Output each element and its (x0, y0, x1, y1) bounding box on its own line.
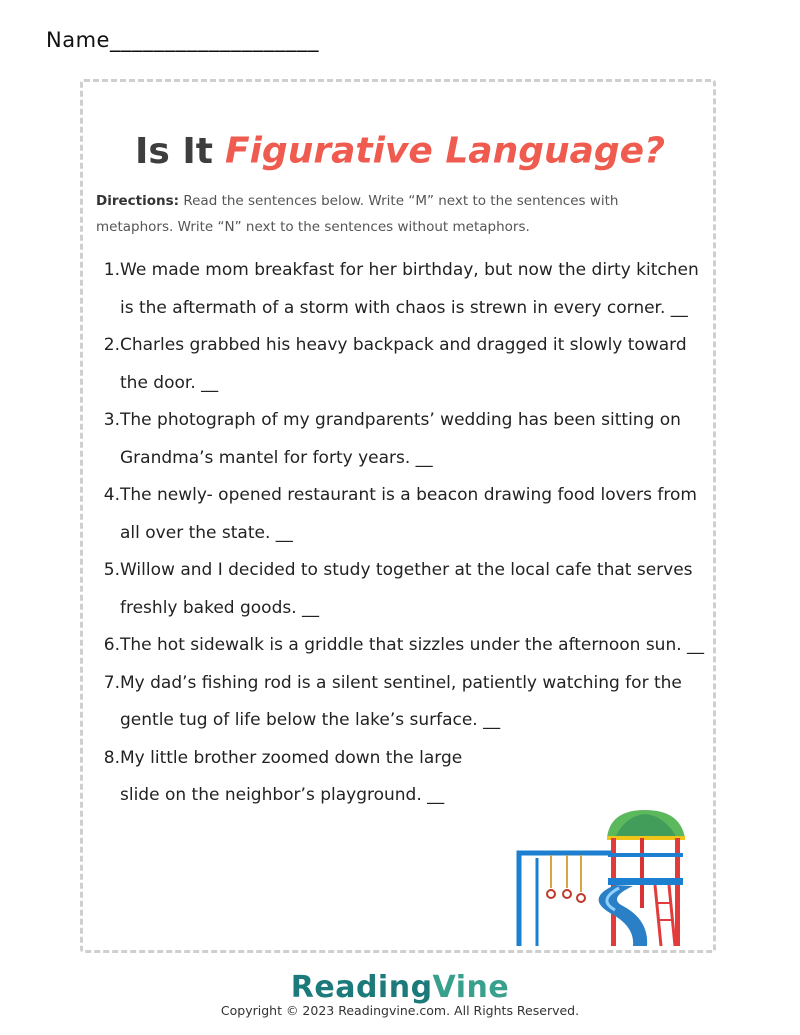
question-item (100, 402, 710, 477)
question-text: The newly- opened restaurant is a beacon drawing food lovers from all over the state. __ (120, 485, 697, 543)
question-text: Charles grabbed his heavy backpack and dragged it slowly toward the door. __ (120, 335, 687, 393)
question-number: 7. (103, 672, 120, 693)
logo-part2: Vine (432, 970, 510, 1005)
question-item (100, 477, 710, 552)
question-number: 8. (103, 747, 120, 768)
question-number: 3. (103, 410, 120, 430)
title-accent: Figurative Language? (225, 130, 665, 172)
question-text: My little brother zoomed down the large slide on the neighbor’s playground. __ (120, 747, 463, 805)
question-text: The hot sidewalk is a griddle that sizzles under the afternoon sun. __ (120, 635, 705, 655)
question-number: 5. (103, 560, 120, 580)
logo-part1: Reading (290, 970, 433, 1005)
question-item (100, 627, 710, 665)
question-text: The photograph of my grandparents’ wedding has been sitting on Grandma’s mantel for forty years. __ (120, 410, 681, 468)
question-number: 6. (103, 635, 120, 655)
directions-label: Directions: (96, 193, 180, 209)
playground-illustration (515, 808, 695, 948)
question-number: 2. (103, 335, 120, 355)
title-plain: Is It (135, 130, 213, 172)
question-list (100, 252, 710, 815)
directions-text: Read the sentences below. Write “M” next to the sentences with metaphors. Write “N” next to the sentences without metaphors. (96, 193, 619, 235)
name-line: Name___________________ (46, 28, 319, 52)
question-item (100, 665, 710, 740)
question-text: My dad’s fishing rod is a silent sentinel, patiently watching for the gentle tug of life below the lake’s surface. __ (120, 672, 682, 730)
question-item (100, 252, 710, 327)
question-item (100, 740, 710, 815)
question-text: We made mom breakfast for her birthday, but now the dirty kitchen is the aftermath of a storm with chaos is strewn in every corner. __ (120, 260, 699, 318)
copyright: Copyright © 2023 Readingvine.com. All Rights Reserved. (220, 1003, 580, 1018)
worksheet-title (0, 128, 800, 175)
question-text: Willow and I decided to study together at the local cafe that serves freshly baked goods. __ (120, 560, 693, 618)
readingvine-logo (0, 970, 800, 1005)
question-item (100, 552, 710, 627)
directions (96, 188, 696, 240)
question-item (100, 327, 710, 402)
question-number: 1. (103, 260, 120, 280)
question-number: 4. (103, 485, 120, 505)
slide-shape (599, 885, 648, 946)
